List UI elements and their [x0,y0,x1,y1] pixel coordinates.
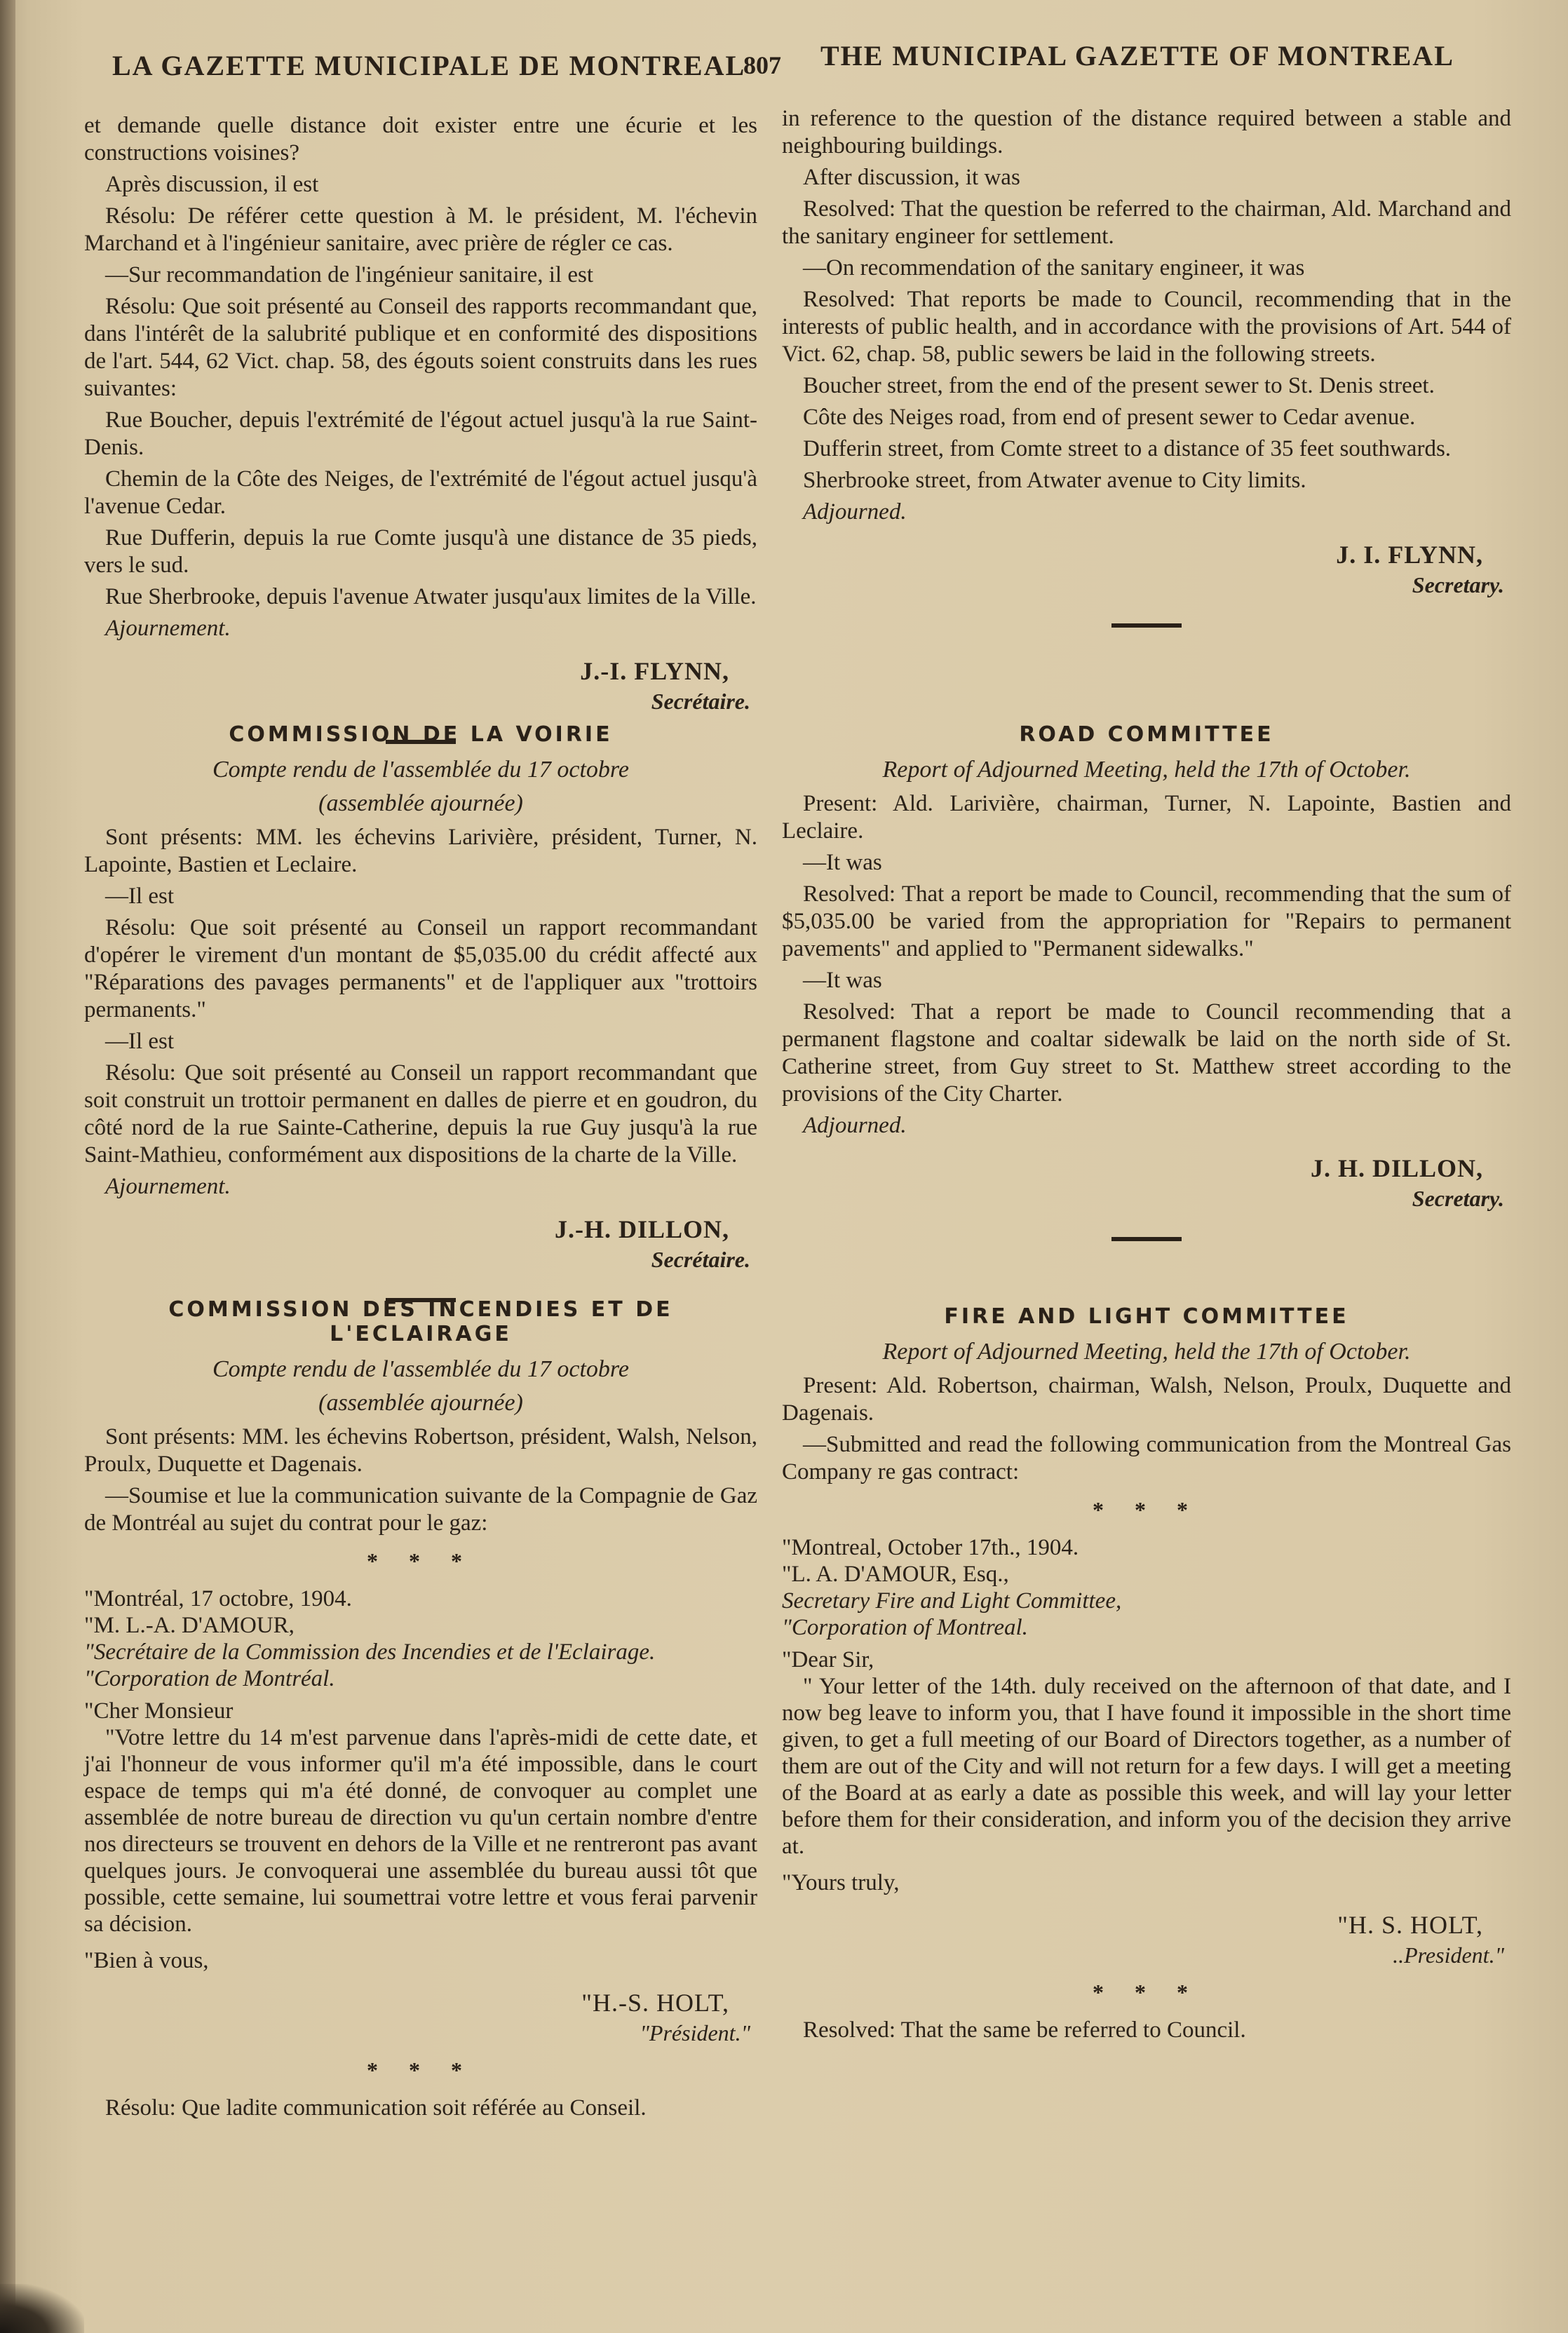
paragraph: Sont présents: MM. les échevins Larivière, président, Turner, N. Lapointe, Bastien et Leclaire. [84,825,757,877]
left-section-incendies [84,1297,757,2126]
letter-recipient-org: "Corporation of Montreal. [782,1615,1028,1640]
signature-role: Secretary. [1412,572,1504,597]
letter-signature: "H. S. HOLT, [1337,1911,1483,1939]
corner-shadow [0,2284,84,2333]
paragraph: Resolved: That a report be made to Council, recommending that the sum of $5,035.00 be varied from the appropriation for "Repairs to permanent pavements" and applied to "Permanent sidewalks." [782,881,1511,961]
right-section-fire-light [782,1304,1511,2048]
paragraph: in reference to the question of the distance required between a stable and neighbouring buildings. [782,106,1511,158]
paragraph: Resolved: That reports be made to Council, recommending that in the interests of public health, and in accordance with the provisions of Art. 544 of Vict. 62, chap. 58, public sewers be laid in the following streets. [782,287,1511,367]
left-section-sanitary [84,112,757,769]
divider [1111,1237,1182,1241]
letter-salutation: "Dear Sir, [782,1647,874,1672]
letter-body: " Your letter of the 14th. duly received on the afternoon of that date, and I now beg leave to inform you, that I have found it impossible in the short time given, to get a full meeting of our Board of Directors together, as a number of them are out of the City and will not return for a few days. I will get a meeting of the Board at as early a date as possible this week, and will lay your letter before them for their consideration, and inform you of the decision they arrive at. [782,1674,1511,1859]
paragraph: —Sur recommandation de l'ingénieur sanitaire, il est [105,262,593,288]
separator-stars: * * * [367,1548,475,1574]
letter-close: "Bien à vous, [84,1948,209,1973]
section-heading: COMMISSION DE LA VOIRIE [229,722,613,747]
paragraph: —It was [803,968,882,993]
paragraph: —On recommendation of the sanitary engineer, it was [803,255,1305,280]
paragraph: Adjourned. [803,499,907,525]
paragraph: Sherbrooke street, from Atwater avenue to City limits. [803,468,1306,493]
letter-date: "Montreal, October 17th., 1904. [782,1535,1079,1560]
right-section-road [782,722,1511,1266]
paragraph: Sont présents: MM. les échevins Robertson, président, Walsh, Nelson, Proulx, Duquette et Dagenais. [84,1424,757,1477]
paragraph: Rue Boucher, depuis l'extrémité de l'égout actuel jusqu'à la rue Saint-Denis. [84,407,757,460]
paragraph: Dufferin street, from Comte street to a distance of 35 feet southwards. [803,436,1452,461]
french-column [84,112,757,2300]
letter-signature: "H.-S. HOLT, [581,1989,729,2017]
paragraph: After discussion, it was [803,165,1020,190]
section-subtitle: (assemblée ajournée) [318,1390,523,1416]
paragraph: Resolved: That a report be made to Council recommending that a permanent flagstone and coaltar sidewalk be laid on the north side of St. Catherine street, from Guy street to St. Matthew street according to the provisions of the City Charter. [782,999,1511,1107]
paragraph: Boucher street, from the end of the present sewer to St. Denis street. [803,373,1435,398]
page-number: 807 [743,51,781,79]
signature-role: Secrétaire. [651,689,750,714]
letter-body: "Votre lettre du 14 m'est parvenue dans l'après-midi de cette date, et j'ai l'honneur de vous informer qu'il m'a été impossible, dans le court espace de temps qui m'a été donné, de convoquer au complet une assemblée de notre bureau de direction vu qu'un certain nombre d'entre nos directeurs se trouvent en dehors de la Ville et ne rentreront pas avant quelques jours. Je convoquerai une assemblée du bureau aussi tôt que possible, cette semaine, lui soumettrai votre lettre et vous ferai parvenir sa décision. [84,1725,757,1937]
section-subtitle: Compte rendu de l'assemblée du 17 octobre [212,757,629,783]
letter-recipient: "M. L.-A. D'AMOUR, [84,1613,295,1638]
section-subtitle: (assemblée ajournée) [318,790,523,816]
paragraph: Adjourned. [803,1113,907,1138]
paragraph: Résolu: De référer cette question à M. le président, M. l'échevin Marchand et à l'ingénieur sanitaire, avec prière de régler ce cas. [84,203,757,256]
signature: J. H. DILLON, [1310,1154,1483,1182]
section-subtitle: Report of Adjourned Meeting, held the 17th of October. [882,757,1411,783]
header-english-title: THE MUNICIPAL GAZETTE OF MONTREAL [820,40,1454,72]
running-header [0,34,1568,90]
letter-recipient-title: Secretary Fire and Light Committee, [782,1588,1122,1614]
english-column [782,105,1511,2300]
paragraph: Present: Ald. Larivière, chairman, Turner, N. Lapointe, Bastien and Leclaire. [782,791,1511,844]
section-subtitle: Report of Adjourned Meeting, held the 17th of October. [882,1339,1411,1365]
paragraph: —Soumise et lue la communication suivante de la Compagnie de Gaz de Montréal au sujet du contrat pour le gaz: [84,1483,757,1536]
right-section-sanitary [782,105,1511,653]
paragraph: Ajournement. [105,616,231,641]
letter-salutation: "Cher Monsieur [84,1698,234,1724]
paragraph: —It was [803,850,882,875]
letter-signature-role: "Président." [640,2020,750,2045]
divider [1111,623,1182,628]
header-french-title: LA GAZETTE MUNICIPALE DE MONTREAL [112,50,746,81]
separator-stars: * * * [1093,1980,1201,2005]
left-section-voirie [84,722,757,1327]
paragraph: Résolu: Que soit présenté au Conseil un rapport recommandant d'opérer le virement d'un montant de $5,035.00 du crédit affecté aux "Réparations des pavages permanents" et de l'appliquer aux "trottoirs permanents." [84,915,757,1022]
paragraph: Après discussion, il est [105,172,319,197]
signature: J.-I. FLYNN, [580,657,729,685]
paragraph: Ajournement. [105,1174,231,1199]
paragraph: —Il est [105,1029,175,1054]
letter-close: "Yours truly, [782,1870,900,1895]
signature-role: Secrétaire. [651,1247,750,1272]
signature: J. I. FLYNN, [1336,541,1483,569]
section-heading: COMMISSION DES INCENDIES ET DE L'ECLAIRAGE [168,1297,673,1346]
paragraph: —Submitted and read the following communication from the Montreal Gas Company re gas contract: [782,1432,1511,1485]
signature: J.-H. DILLON, [554,1215,729,1243]
book-spine [0,0,15,2333]
section-subtitle: Compte rendu de l'assemblée du 17 octobre [212,1356,629,1382]
section-heading: FIRE AND LIGHT COMMITTEE [944,1304,1349,1329]
letter-recipient-title: "Secrétaire de la Commission des Incendies et de l'Eclairage. [84,1639,656,1665]
signature-role: Secretary. [1412,1186,1504,1211]
paragraph: —Il est [105,884,175,909]
paragraph: Résolu: Que soit présenté au Conseil des rapports recommandant que, dans l'intérêt de la salubrité publique et en conformité des dispositions de l'art. 544, 62 Vict. chap. 58, des égouts soient construits dans les rues suivantes: [84,294,757,401]
paragraph: Present: Ald. Robertson, chairman, Walsh, Nelson, Proulx, Duquette and Dagenais. [782,1373,1511,1426]
letter-date: "Montréal, 17 octobre, 1904. [84,1586,352,1611]
paragraph: Résolu: Que ladite communication soit référée au Conseil. [105,2095,647,2121]
letter-signature-role: ..President." [1393,1942,1504,1968]
paragraph: Resolved: That the question be referred to the chairman, Ald. Marchand and the sanitary engineer for settlement. [782,196,1511,249]
section-heading: ROAD COMMITTEE [1019,722,1274,747]
paragraph: Resolved: That the same be referred to Council. [803,2017,1246,2043]
paragraph: Côte des Neiges road, from end of present sewer to Cedar avenue. [803,405,1416,430]
letter-recipient: "L. A. D'AMOUR, Esq., [782,1562,1009,1587]
paragraph: et demande quelle distance doit exister entre une écurie et les constructions voisines? [84,113,757,165]
paragraph: Résolu: Que soit présenté au Conseil un rapport recommandant que soit construit un trottoir permanent en dalles de pierre et en goudron, du côté nord de la rue Sainte-Catherine, depuis la rue Guy jusqu'à la rue Saint-Mathieu, conformément aux dispositions de la charte de la Ville. [84,1060,757,1168]
paragraph: Rue Sherbrooke, depuis l'avenue Atwater jusqu'aux limites de la Ville. [105,584,757,609]
separator-stars: * * * [1093,1497,1201,1522]
paragraph: Chemin de la Côte des Neiges, de l'extrémité de l'égout actuel jusqu'à l'avenue Cedar. [84,466,757,519]
letter-recipient-org: "Corporation de Montréal. [84,1666,335,1691]
paragraph: Rue Dufferin, depuis la rue Comte jusqu'à une distance de 35 pieds, vers le sud. [84,525,757,578]
separator-stars: * * * [367,2057,475,2083]
